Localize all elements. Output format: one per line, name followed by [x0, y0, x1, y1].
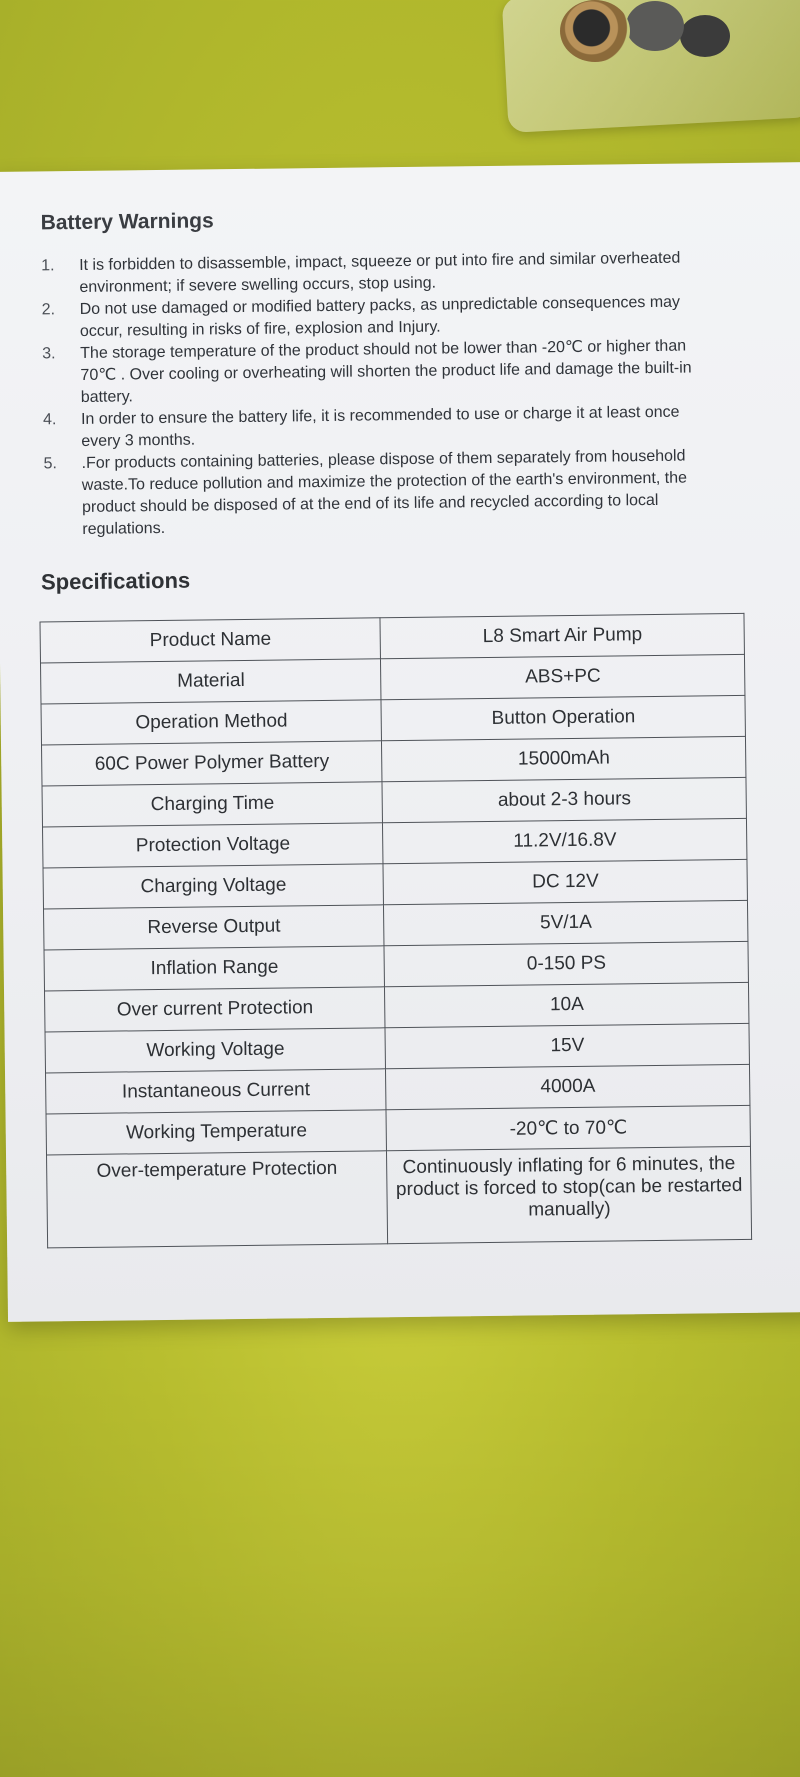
warning-number: 1.: [41, 257, 55, 275]
spec-value: L8 Smart Air Pump: [380, 613, 744, 658]
spec-value: 4000A: [386, 1064, 750, 1109]
warning-text: In order to ensure the battery life, it is recommended to use or charge it at least once every 3 months.: [80, 403, 680, 450]
spec-value: Continuously inflating for 6 minutes, the product is forced to stop(can be restarted manually): [387, 1146, 752, 1243]
spec-value: 10A: [385, 982, 749, 1027]
warning-item: [42, 335, 743, 410]
spec-value: ABS+PC: [381, 654, 745, 699]
background-shadow: [0, 1330, 800, 1777]
plastic-bag: [502, 0, 800, 133]
spec-label: Product Name: [40, 618, 381, 663]
spec-label: Charging Time: [42, 782, 383, 827]
spec-value: Button Operation: [381, 695, 745, 740]
warning-number: 3.: [42, 345, 56, 363]
specifications-title: Specifications: [40, 567, 191, 595]
spec-label: Protection Voltage: [43, 823, 384, 868]
warning-text: Do not use damaged or modified battery packs, as unpredictable consequences may occur, resulting in risks of fire, explosion and Injury.: [79, 293, 681, 340]
warning-number: 2.: [41, 301, 56, 319]
spec-label: Over-temperature Protection: [47, 1151, 389, 1248]
spec-value: 15000mAh: [382, 736, 746, 781]
spec-label: Material: [41, 659, 382, 704]
battery-warnings-title: Battery Warnings: [40, 209, 214, 235]
spec-value: DC 12V: [383, 859, 747, 904]
spec-value: about 2-3 hours: [382, 777, 746, 822]
brass-fittings: [560, 0, 630, 62]
battery-warnings-list: [41, 247, 744, 542]
warning-item: [43, 445, 744, 542]
manual-page: [0, 162, 800, 1322]
spec-label: Charging Voltage: [43, 864, 384, 909]
warning-number: 5.: [43, 455, 58, 473]
specifications-table: [39, 613, 752, 1249]
spec-label: Working Voltage: [45, 1028, 386, 1073]
spec-label: Instantaneous Current: [46, 1069, 387, 1114]
spec-label: Operation Method: [41, 700, 382, 745]
page-content: [40, 203, 753, 1248]
spec-value: 15V: [385, 1023, 749, 1068]
spec-label: Over current Protection: [45, 987, 386, 1032]
spec-label: Reverse Output: [44, 905, 385, 950]
warning-number: 4.: [42, 411, 57, 429]
spec-label: Working Temperature: [46, 1110, 387, 1155]
spec-label: Inflation Range: [44, 946, 385, 991]
spec-value: 0-150 PS: [384, 941, 748, 986]
warning-text: .For products containing batteries, please dispose of them separately from household waste.To reduce pollution and maximize the protection of the earth's environment, the product should be disposed of at the end of its life and recycled according to local regulations.: [81, 447, 688, 538]
spec-value: 5V/1A: [384, 900, 748, 945]
spec-value: 11.2V/16.8V: [383, 818, 747, 863]
spec-value: -20℃ to 70℃: [386, 1105, 750, 1150]
warning-text: It is forbidden to disassemble, impact, squeeze or put into fire and similar overheated environment; if severe swelling occurs, stop using.: [79, 249, 681, 296]
table-row: [47, 1146, 752, 1248]
warning-text: The storage temperature of the product should not be lower than -20℃ or higher than 70℃ . Over cooling or overheating will shorten the product life and damage the built-in battery.: [80, 337, 692, 406]
spec-label: 60C Power Polymer Battery: [42, 741, 383, 786]
